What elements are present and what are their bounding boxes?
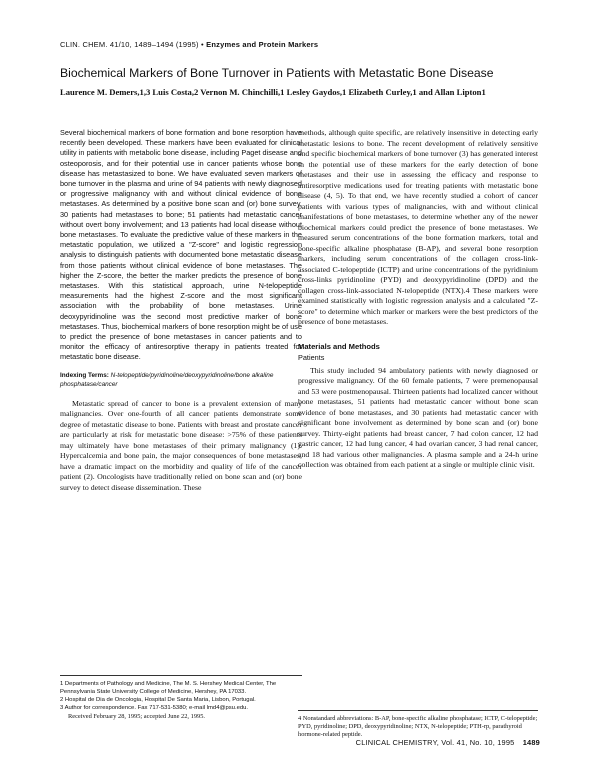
- section-label: Enzymes and Protein Markers: [206, 40, 319, 49]
- index-terms-value: N-telopeptide/pyridinoline/deoxypyridinoline/bone alkaline phosphatase/cancer: [60, 371, 274, 388]
- received-dates: Received February 28, 1995; accepted June 22, 1995.: [68, 713, 206, 720]
- footnote-2: 2 Hospital de Dia de Oncologia, Hospital De Santa Maria, Lisbon, Portugal.: [60, 697, 256, 703]
- methods-heading: Materials and Methods: [298, 341, 380, 351]
- methods-paragraph: This study included 94 ambulatory patients with newly diagnosed or progressive malignancy. Of the 60 female patients, 7 were premenopausal and 53 were postmenopausal. Thirteen patients had localized cancer without bone metastases, 51 patients had metastatic cancer without bone scan evidence of bone metastases, and 30 patients had metastatic cancer with significant bone involvement as determined by bone scan and (or) bone survey. Thirty-eight patients had breast cancer, 7 had colon cancer, 12 had gastric cancer, 12 had lung cancer, 4 had ovarian cancer, 3 had renal cancer, and 18 had various other malignancies. A plasma sample and a 24-h urine collection was obtained from each patient at a single or multiple clinic visit.: [298, 365, 538, 469]
- citation: CLIN. CHEM. 41/10, 1489–1494 (1995): [60, 40, 199, 49]
- right-column: [298, 128, 538, 471]
- footnote-1: 1 Departments of Pathology and Medicine, The M. S. Hershey Medical Center, The Pennsylvania State University College of Medicine, Hershey, PA 17033.: [60, 681, 277, 695]
- page-footer: [356, 738, 540, 747]
- article-title: Biochemical Markers of Bone Turnover in Patients with Metastatic Bone Disease: [60, 66, 494, 80]
- footnote-4: 4 Nonstandard abbreviations: B-AP, bone-specific alkaline phosphatase; ICTP, C-telopeptide; PYD, pyridinoline; DPD, deoxypyridinoline; NTX, N-telopeptide; PTH-rp, parathyroid hormone-related peptide.: [298, 715, 538, 738]
- page-number: 1489: [522, 738, 540, 747]
- author-list: Laurence M. Demers,1,3 Luis Costa,2 Vernon M. Chinchilli,1 Lesley Gaydos,1 Elizabeth Curley,1 and Allan Lipton1: [60, 87, 486, 97]
- header-bullet: •: [201, 40, 204, 49]
- footnotes-left: [60, 675, 302, 721]
- footnote-abbreviations: [298, 710, 538, 739]
- intro-paragraph-left: Metastatic spread of cancer to bone is a prevalent extension of many malignancies. Over one-fourth of all cancer patients demonstrate some degree of metastatic disease to bone. Patients with breast and prostate cancer are particularly at risk for metastatic bone disease: >75% of these patients may ultimately have bone metastases of their primary malignancy (1). Hypercalcemia and bone pain, the major consequences of bone metastases, have a dramatic impact on the morbidity and quality of life of the cancer patient (2). Oncologists have traditionally relied on bone scan and (or) bone survey to detect disease dissemination. These: [60, 398, 302, 492]
- index-terms: [60, 371, 302, 389]
- running-header: [60, 40, 318, 49]
- index-terms-label: Indexing Terms:: [60, 371, 109, 379]
- patients-subheading: Patients: [298, 352, 325, 362]
- footnote-3: 3 Author for correspondence. Fax 717-531-5380; e-mail lmd4@psu.edu.: [60, 705, 249, 711]
- left-column: [60, 128, 302, 493]
- abstract: Several biochemical markers of bone formation and bone resorption have recently been developed. These markers have been evaluated for clinical utility in patients with metabolic bone disease, including Paget disease and osteoporosis, and for their potential use in cancer patients whose bone disease has metastasized to bone. We have evaluated seven markers of bone turnover in the plasma and urine of 94 patients with newly diagnosed or progressive malignancy with and without clinical evidence of bone metastases. As determined by a positive bone scan and (or) bone survey, 30 patients had metastases to bone; 51 patients had metastatic cancer without overt bony involvement; and 13 patients had local disease without bone metastases. To evaluate the predictive value of these markers in the metastatic population, we utilized a "Z-score" and logistic regression analysis to distinguish patients with documented bone metastatic disease from those patients without clinical evidence of bone metastases. The higher the Z-score, the better the marker predicts the presence of bone metastases. With this statistical approach, urine N-telopeptide measurements had the highest Z-score and the most significant association with the probability of bone metastases. Urine deoxypyridinoline was the second most predictive marker of bone metastases. Thus, biochemical markers of bone resorption might be of use to predict the presence of bone metastases in cancer patients and to monitor the efficacy of antiresorptive therapy in patients treated for metastatic bone disease.: [60, 128, 302, 362]
- journal-footer: CLINICAL CHEMISTRY, Vol. 41, No. 10, 1995: [355, 738, 515, 747]
- intro-paragraph-right: methods, although quite specific, are relatively insensitive in detecting early metastatic lesions to bone. The recent development of relatively sensitive and specific biochemical markers of bone turnover (3) has generated interest in the potential use of these markers for the early detection of bone metastases and their use in assessing the efficacy and response to antiresorptive medications used for treating patients with metastatic bone disease (4, 5). To that end, we have recently studied a cohort of cancer patients with various types of malignancies, with and without clinical manifestations of bone metastases, to determine whether any of the newer biochemical markers could predict the presence of bone metastases. We measured serum concentrations of the bone formation markers, total and bone-specific alkaline phosphatase (B-AP), and several bone resorption markers, including serum concentrations of the collagen cross-link-associated C-telopeptide (ICTP) and urine concentrations of the pyridinium cross-links pyridinoline (PYD) and deoxypyridinoline (DPD) and the collagen cross-link-associated N-telopeptide (NTX).4 These markers were examined statistically with logistic regression analysis and a calculated "Z-score" to determine which marker or markers were the best predictors of the presence of bone metastases.: [298, 128, 538, 326]
